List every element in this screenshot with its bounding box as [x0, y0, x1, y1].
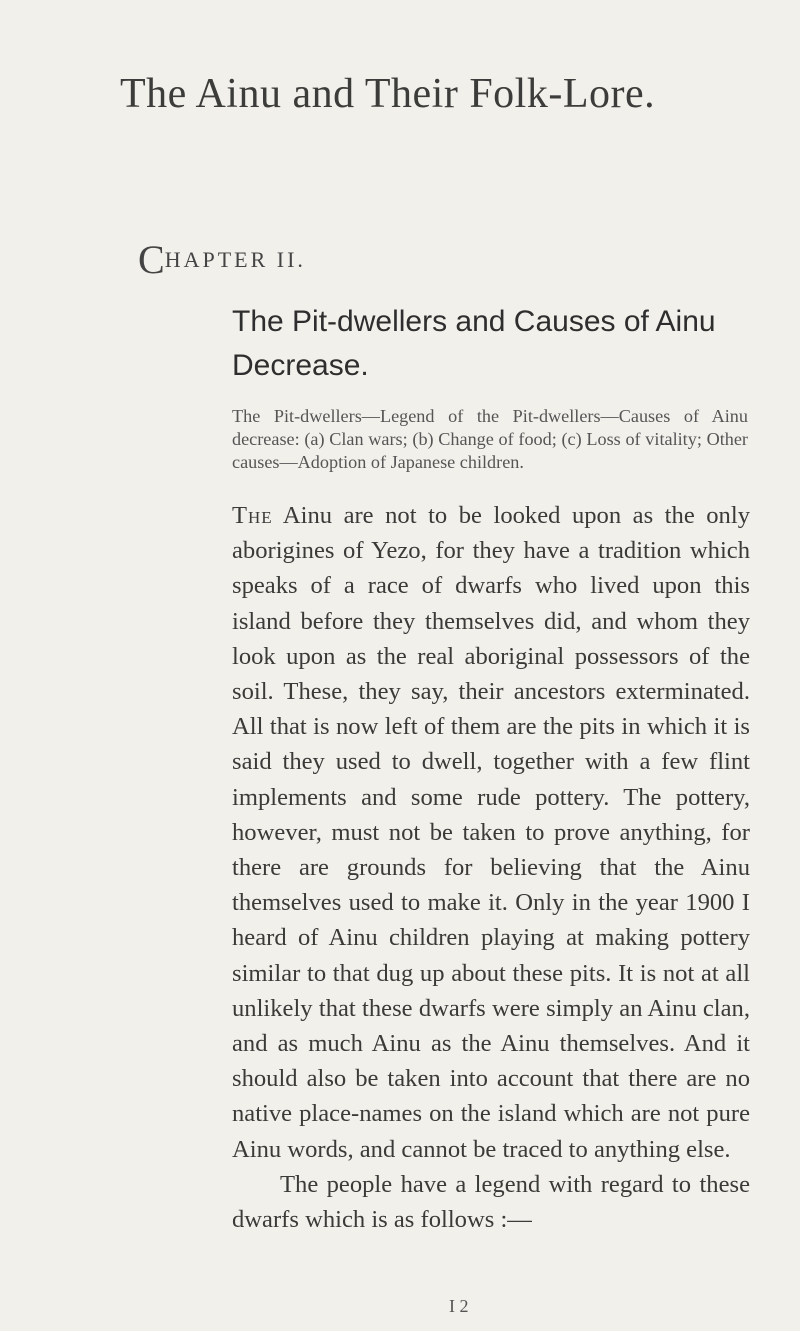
- chapter-label: [138, 236, 306, 283]
- paragraph-1-text: Ainu are not to be looked upon as the only aborigines of Yezo, for they have a tradition which speaks of a race of dwarfs who lived upon this island before they themselves did, and whom they look upon as the real aboriginal possessors of the soil. These, they say, their ancestors exterminated. All that is now left of them are the pits in which it is said they used to dwell, together with a few flint implements and some rude pottery. The pottery, however, must not be taken to prove anything, for there are grounds for believing that the Ainu themselves used to make it. Only in the year 1900 I heard of Ainu children playing at making pottery similar to that dug up about these pits. It is not at all unlikely that these dwarfs were simply an Ainu clan, and as much Ainu as the Ainu themselves. And it should also be taken into account that there are no native place-names on the island which are not pure Ainu words, and cannot be traced to anything else.: [232, 502, 750, 1163]
- chapter-title: The Pit-dwellers and Causes of Ainu Decrease.: [232, 305, 716, 382]
- paragraph-lead: The: [232, 502, 273, 529]
- signature-mark: I 2: [449, 1296, 469, 1316]
- paragraph-2: The people have a legend with regard to these dwarfs which is as follows :—: [232, 1170, 750, 1234]
- chapter-summary: [232, 405, 748, 474]
- body-text: [232, 498, 750, 1237]
- running-head: The Ainu and Their Folk-Lore.: [120, 71, 656, 117]
- chapter-initial: C: [138, 237, 165, 282]
- paragraph-1: [232, 498, 750, 1167]
- summary-text: The Pit-dwellers—Legend of the Pit-dwellers—Causes of Ainu decrease: (a) Clan wars; (b) Change of food; (c) Loss of vitality; Other causes—Adoption of Japanese children.: [232, 406, 748, 472]
- chapter-label-rest: HAPTER II.: [164, 247, 306, 272]
